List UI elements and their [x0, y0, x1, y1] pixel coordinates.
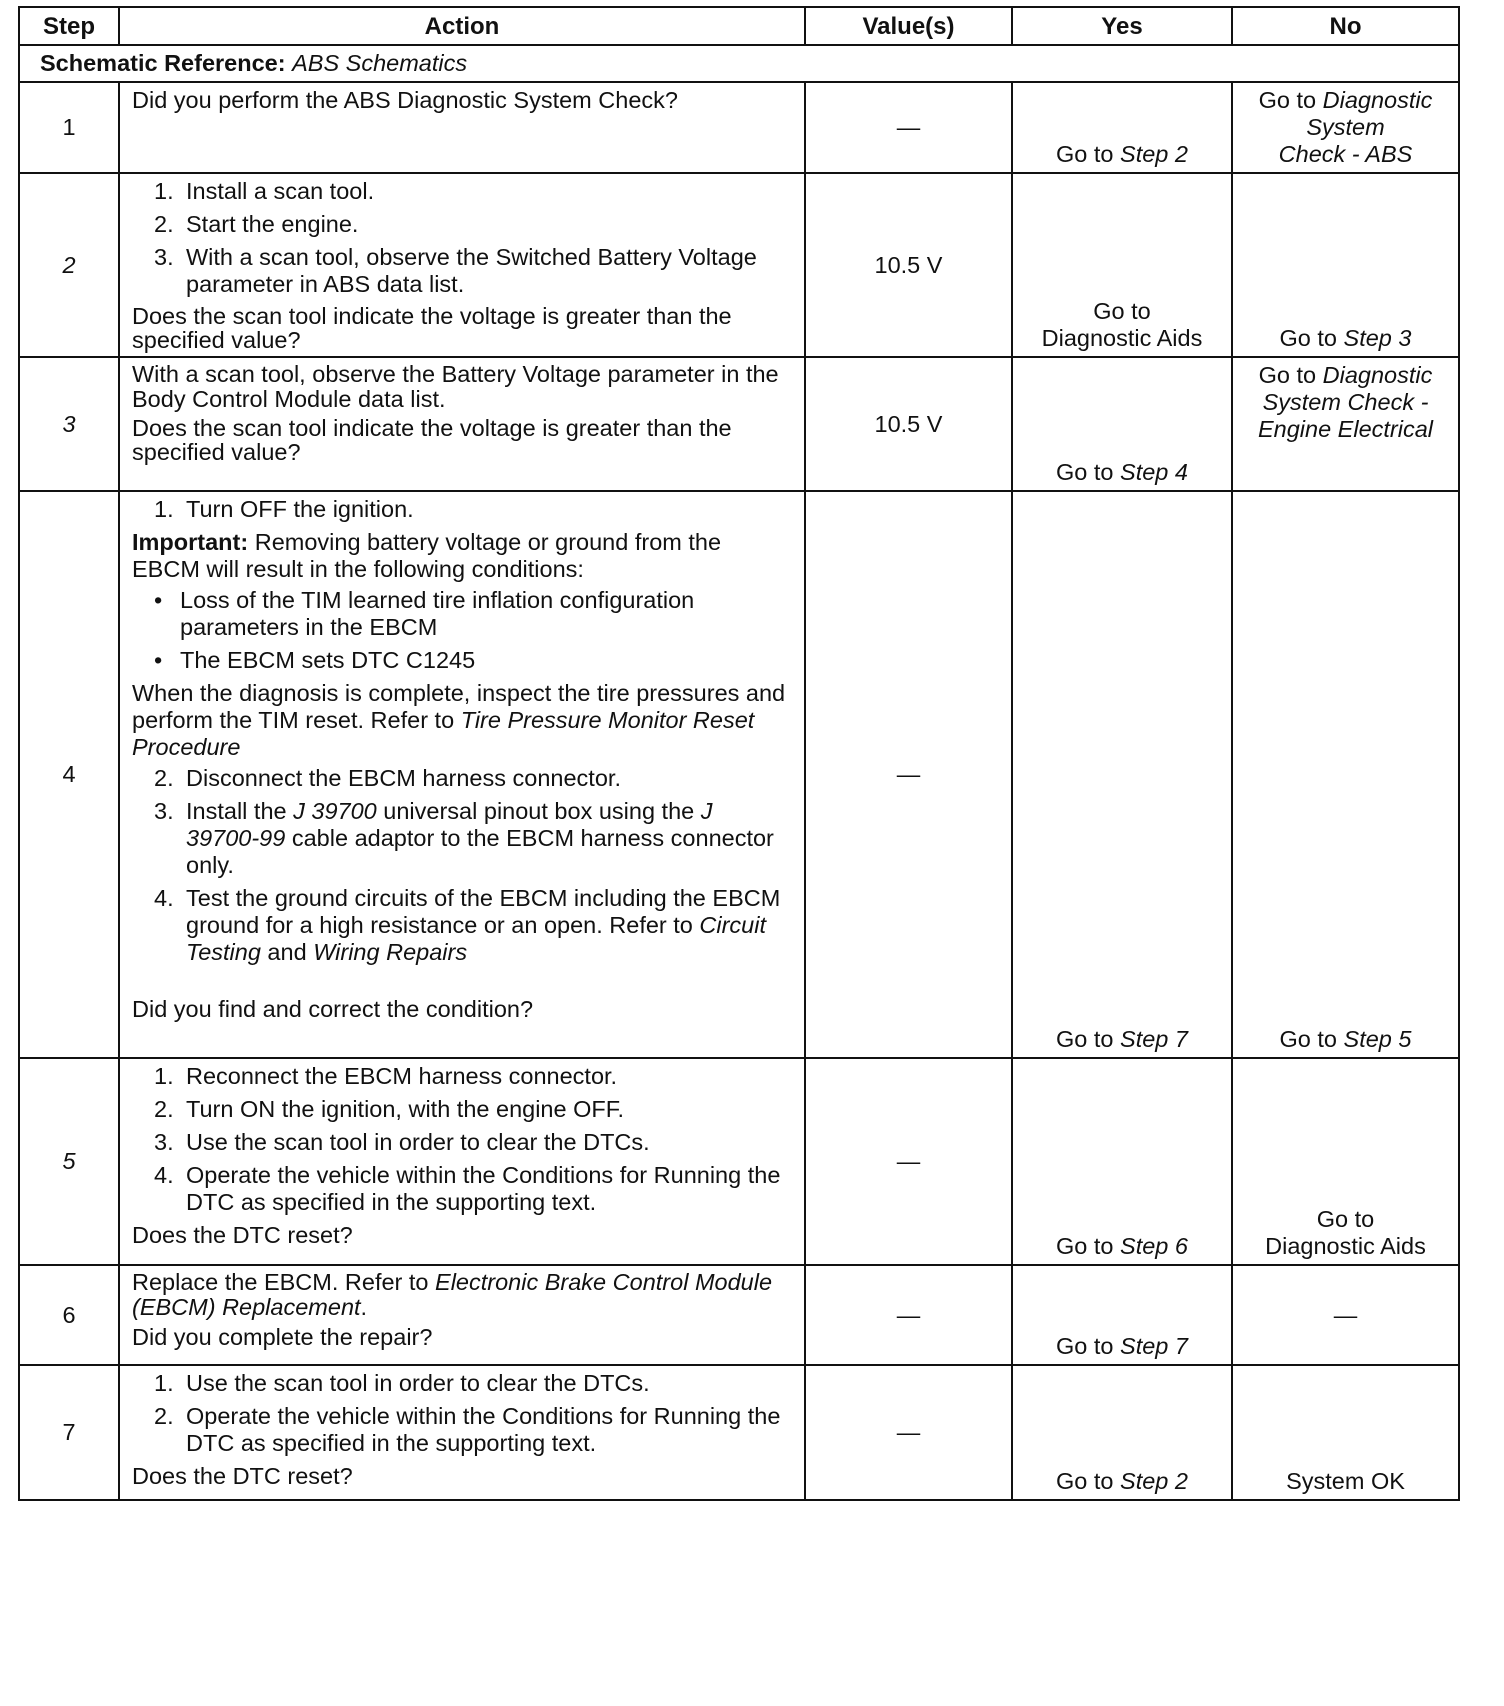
list-item: 1. Use the scan tool in order to clear the DTCs.: [154, 1370, 650, 1396]
action-text: Replace the EBCM. Refer to Electronic Brake Control Module (EBCM) Replacement.: [132, 1269, 773, 1320]
yes-cell: [1012, 173, 1232, 357]
action-cell: [119, 1365, 805, 1500]
yes-step-link[interactable]: Step 2: [1120, 141, 1188, 167]
value-cell: —: [805, 491, 1012, 1058]
action-cell: [119, 491, 805, 1058]
action-cell: [119, 357, 805, 491]
no-step-link[interactable]: Step 5: [1343, 1026, 1412, 1052]
action-question: Does the DTC reset?: [132, 1463, 353, 1489]
header-action: Action: [119, 7, 805, 45]
yes-text: Go to: [1056, 1026, 1121, 1052]
yes-step-link[interactable]: Step 6: [1120, 1233, 1188, 1259]
yes-cell: [1012, 1365, 1232, 1500]
important-text: Removing battery voltage or ground from the EBCM will result in the following conditions:: [132, 529, 722, 582]
action-steps: [132, 1370, 792, 1457]
action-cell: [119, 1058, 805, 1265]
no-ref-link[interactable]: Diagnostic: [1322, 87, 1433, 113]
action-text: With a scan tool, observe the Battery Voltage parameter in the Body Control Module data list.: [132, 361, 779, 412]
yes-step-link[interactable]: Step 2: [1120, 1468, 1188, 1494]
step-number: 3: [19, 357, 119, 491]
value-cell: —: [805, 82, 1012, 173]
yes-cell: [1012, 491, 1232, 1058]
list-item: 1. Install a scan tool.: [154, 178, 375, 204]
action-cell: [119, 82, 805, 173]
table-row: [19, 1365, 1459, 1500]
no-cell: [1232, 491, 1459, 1058]
value-cell: 10.5 V: [805, 173, 1012, 357]
schematic-row: [19, 45, 1459, 82]
list-item: 3. With a scan tool, observe the Switched Battery Voltage parameter in ABS data list.: [154, 244, 757, 297]
tool-reference: J 39700: [293, 798, 377, 824]
action-cell: [119, 173, 805, 357]
important-note: [132, 529, 792, 583]
no-cell: [1232, 82, 1459, 173]
action-question: Did you perform the ABS Diagnostic System Check?: [132, 87, 678, 113]
no-cell: [1232, 357, 1459, 491]
header-yes: Yes: [1012, 7, 1232, 45]
yes-step-link[interactable]: Step 7: [1120, 1333, 1188, 1359]
schematic-ref: ABS Schematics: [292, 50, 468, 76]
yes-cell: [1012, 357, 1232, 491]
action-question: Does the scan tool indicate the voltage is greater than the specified value?: [132, 303, 732, 353]
no-text: Go to: [1258, 87, 1323, 113]
value-cell: —: [805, 1058, 1012, 1265]
action-steps: [132, 1063, 792, 1216]
action-steps: [132, 496, 792, 523]
list-item: 3. Install the J 39700 universal pinout box using the J 39700-99 cable adaptor to the EBCM harness connector only.: [154, 798, 774, 878]
list-item: • Loss of the TIM learned tire inflation configuration parameters in the EBCM: [154, 587, 695, 640]
circuit-testing-link[interactable]: Circuit Testing: [186, 912, 766, 965]
table-row: [19, 491, 1459, 1058]
yes-step-link[interactable]: Step 7: [1120, 1026, 1188, 1052]
no-text: Go to: [1279, 325, 1344, 351]
table-row: [19, 1265, 1459, 1365]
list-item: 2. Start the engine.: [154, 211, 359, 237]
yes-diagnostic-aids-link[interactable]: Diagnostic Aids: [1041, 325, 1203, 351]
action-question: Did you find and correct the condition?: [132, 996, 534, 1022]
step-number: 7: [19, 1365, 119, 1500]
step-number: 6: [19, 1265, 119, 1365]
action-question: Did you complete the repair?: [132, 1324, 433, 1350]
no-ref-link-cont[interactable]: System: [1306, 114, 1385, 140]
action-question: Does the DTC reset?: [132, 1222, 353, 1248]
no-ref-link-cont[interactable]: System Check -: [1262, 389, 1429, 415]
step-number: 2: [19, 173, 119, 357]
no-text: Go to: [1316, 1206, 1375, 1232]
table-row: [19, 357, 1459, 491]
no-diagnostic-aids-link[interactable]: Diagnostic Aids: [1265, 1233, 1426, 1259]
list-item: 1. Turn OFF the ignition.: [154, 496, 414, 522]
table-row: [19, 1058, 1459, 1265]
no-cell: —: [1232, 1265, 1459, 1365]
action-cell: [119, 1265, 805, 1365]
step-number: 4: [19, 491, 119, 1058]
tool-reference: J 39700-99: [186, 798, 713, 851]
no-text: Go to: [1279, 1026, 1344, 1052]
list-item: • The EBCM sets DTC C1245: [154, 647, 476, 673]
table-row: [19, 82, 1459, 173]
yes-text: Go to: [1056, 459, 1121, 485]
no-text: Go to: [1258, 362, 1323, 388]
step-number: 1: [19, 82, 119, 173]
no-cell: [1232, 173, 1459, 357]
no-cell: [1232, 1058, 1459, 1265]
value-cell: —: [805, 1265, 1012, 1365]
table-row: [19, 173, 1459, 357]
step-number: 5: [19, 1058, 119, 1265]
header-no: No: [1232, 7, 1459, 45]
schematic-label: Schematic Reference:: [40, 50, 286, 76]
value-cell: 10.5 V: [805, 357, 1012, 491]
action-text: When the diagnosis is complete, inspect the tire pressures and perform the TIM reset. Refer to Tire Pressure Monitor Reset Procedure: [132, 680, 786, 760]
list-item: 4. Test the ground circuits of the EBCM including the EBCM ground for a high resistance or an open. Refer to Circuit Testing and Wiring Repairs: [154, 885, 781, 965]
no-ref-link-cont[interactable]: Engine Electrical: [1257, 416, 1434, 442]
list-item: 2. Disconnect the EBCM harness connector.: [154, 765, 621, 791]
action-steps: [132, 765, 792, 966]
header-values: Value(s): [805, 7, 1012, 45]
diagnostic-table: [18, 6, 1460, 1501]
yes-text: Go to: [1056, 1233, 1121, 1259]
list-item: 1. Reconnect the EBCM harness connector.: [154, 1063, 618, 1089]
wiring-repairs-link[interactable]: Wiring Repairs: [313, 939, 468, 965]
action-question: Does the scan tool indicate the voltage is greater than the specified value?: [132, 415, 732, 465]
yes-step-link[interactable]: Step 4: [1120, 459, 1188, 485]
yes-text: Go to: [1093, 298, 1151, 324]
important-label: Important:: [132, 529, 249, 555]
yes-text: Go to: [1056, 141, 1121, 167]
no-ref-link-cont[interactable]: Check - ABS: [1278, 141, 1413, 167]
action-steps: [132, 178, 792, 298]
list-item: 2. Operate the vehicle within the Conditions for Running the DTC as specified in the supporting text.: [154, 1403, 781, 1456]
tire-pressure-reset-link[interactable]: Tire Pressure Monitor Reset Procedure: [132, 707, 755, 760]
list-item: 3. Use the scan tool in order to clear the DTCs.: [154, 1129, 650, 1155]
yes-cell: [1012, 1265, 1232, 1365]
no-step-link[interactable]: Step 3: [1343, 325, 1412, 351]
header-step: Step: [19, 7, 119, 45]
header-row: [19, 7, 1459, 45]
list-item: 2. Turn ON the ignition, with the engine OFF.: [154, 1096, 625, 1122]
yes-cell: [1012, 82, 1232, 173]
yes-cell: [1012, 1058, 1232, 1265]
list-item: 4. Operate the vehicle within the Conditions for Running the DTC as specified in the supporting text.: [154, 1162, 781, 1215]
no-cell: System OK: [1232, 1365, 1459, 1500]
important-bullets: [132, 587, 792, 674]
ebcm-replacement-link[interactable]: Electronic Brake Control Module (EBCM) Replacement: [132, 1269, 773, 1320]
yes-text: Go to: [1056, 1468, 1121, 1494]
no-ref-link[interactable]: Diagnostic: [1322, 362, 1433, 388]
yes-text: Go to: [1056, 1333, 1121, 1359]
value-cell: —: [805, 1365, 1012, 1500]
